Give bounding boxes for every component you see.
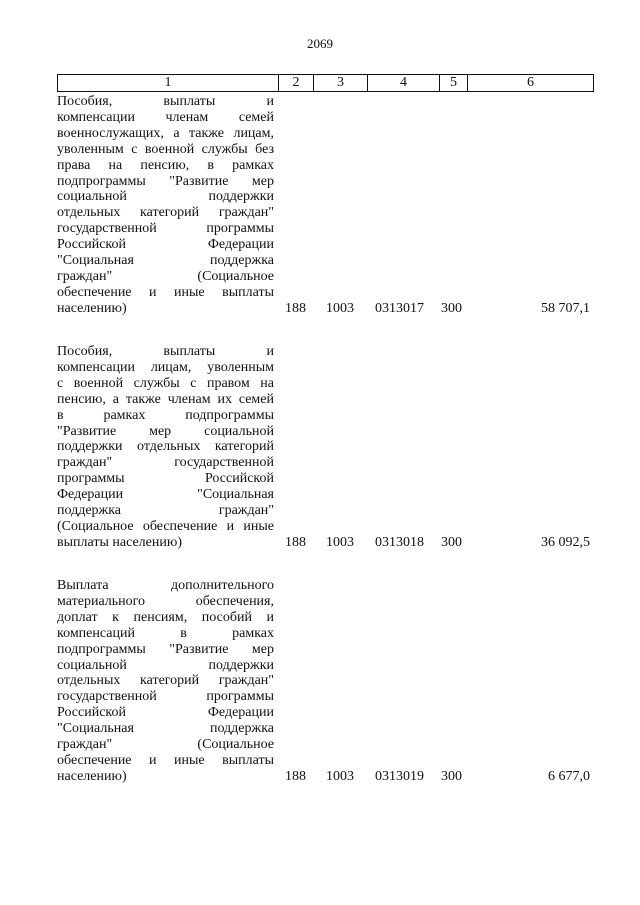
description-line: обеспечение и иные выплаты	[57, 284, 274, 300]
description-line: обеспечение и иные выплаты	[57, 752, 274, 768]
section-code: 1003	[326, 768, 354, 784]
admin-code: 188	[285, 300, 306, 316]
amount-value: 58 707,1	[541, 300, 590, 316]
section-code: 1003	[326, 300, 354, 316]
description-line: граждан" (Социальное	[57, 268, 274, 284]
description-line: подпрограммы "Развитие мер	[57, 173, 274, 189]
description-line: граждан" (Социальное	[57, 737, 274, 753]
row-description	[57, 578, 274, 785]
description-line: права на пенсию, в рамках	[57, 157, 274, 173]
target-article-code: 0313018	[375, 534, 424, 550]
expense-type-code: 300	[441, 768, 462, 784]
row-description	[57, 94, 274, 317]
description-line: поддержки отдельных категорий	[57, 439, 274, 455]
amount-value: 36 092,5	[541, 534, 590, 550]
description-line: граждан" государственной	[57, 455, 274, 471]
description-line: выплаты населению)	[57, 534, 182, 550]
description-line: пенсию, а также членам их семей	[57, 391, 274, 407]
target-article-code: 0313017	[375, 300, 424, 316]
description-line: "Социальная поддержка	[57, 721, 274, 737]
description-line: Российской Федерации	[57, 237, 274, 253]
description-line: социальной поддержки	[57, 657, 274, 673]
table-header	[57, 74, 594, 92]
description-line: Российской Федерации	[57, 705, 274, 721]
description-line: компенсации членам семей	[57, 109, 274, 125]
description-line: социальной поддержки	[57, 189, 274, 205]
description-line: "Развитие мер социальной	[57, 423, 274, 439]
header-col-3: 3	[314, 75, 368, 91]
header-col-5: 5	[440, 75, 468, 91]
description-line: населению)	[57, 300, 127, 316]
description-line: программы Российской	[57, 471, 274, 487]
header-col-2: 2	[279, 75, 314, 91]
header-col-1: 1	[58, 75, 279, 91]
description-line: материального обеспечения,	[57, 593, 274, 609]
description-line: государственной программы	[57, 689, 274, 705]
page-number: 2069	[307, 36, 333, 51]
description-line: компенсации лицам, уволенным	[57, 359, 274, 375]
section-code: 1003	[326, 534, 354, 550]
description-line: уволенным с военной службы без	[57, 141, 274, 157]
expense-type-code: 300	[441, 300, 462, 316]
table-row	[57, 344, 592, 551]
description-line: "Социальная поддержка	[57, 253, 274, 269]
description-line: отдельных категорий граждан"	[57, 673, 274, 689]
description-line: отдельных категорий граждан"	[57, 205, 274, 221]
description-line: компенсаций в рамках	[57, 625, 274, 641]
description-line: населению)	[57, 768, 127, 784]
amount-value: 6 677,0	[548, 768, 590, 784]
admin-code: 188	[285, 768, 306, 784]
description-line: (Социальное обеспечение и иные	[57, 518, 274, 534]
description-line: с военной службы с правом на	[57, 375, 274, 391]
description-line: Выплата дополнительного	[57, 578, 274, 593]
description-line: государственной программы	[57, 221, 274, 237]
description-line: подпрограммы "Развитие мер	[57, 641, 274, 657]
admin-code: 188	[285, 534, 306, 550]
description-line: Пособия, выплаты и	[57, 94, 274, 109]
description-line: в рамках подпрограммы	[57, 407, 274, 423]
table-row	[57, 94, 592, 317]
description-line: Пособия, выплаты и	[57, 344, 274, 359]
description-line: Федерации "Социальная	[57, 487, 274, 503]
target-article-code: 0313019	[375, 768, 424, 784]
row-description	[57, 344, 274, 551]
description-line: поддержка граждан"	[57, 503, 274, 519]
header-col-6: 6	[527, 75, 534, 90]
description-line: военнослужащих, а также лицам,	[57, 125, 274, 141]
description-line: доплат к пенсиям, пособий и	[57, 609, 274, 625]
expense-type-code: 300	[441, 534, 462, 550]
header-col-4: 4	[368, 75, 440, 91]
table-row	[57, 578, 592, 785]
